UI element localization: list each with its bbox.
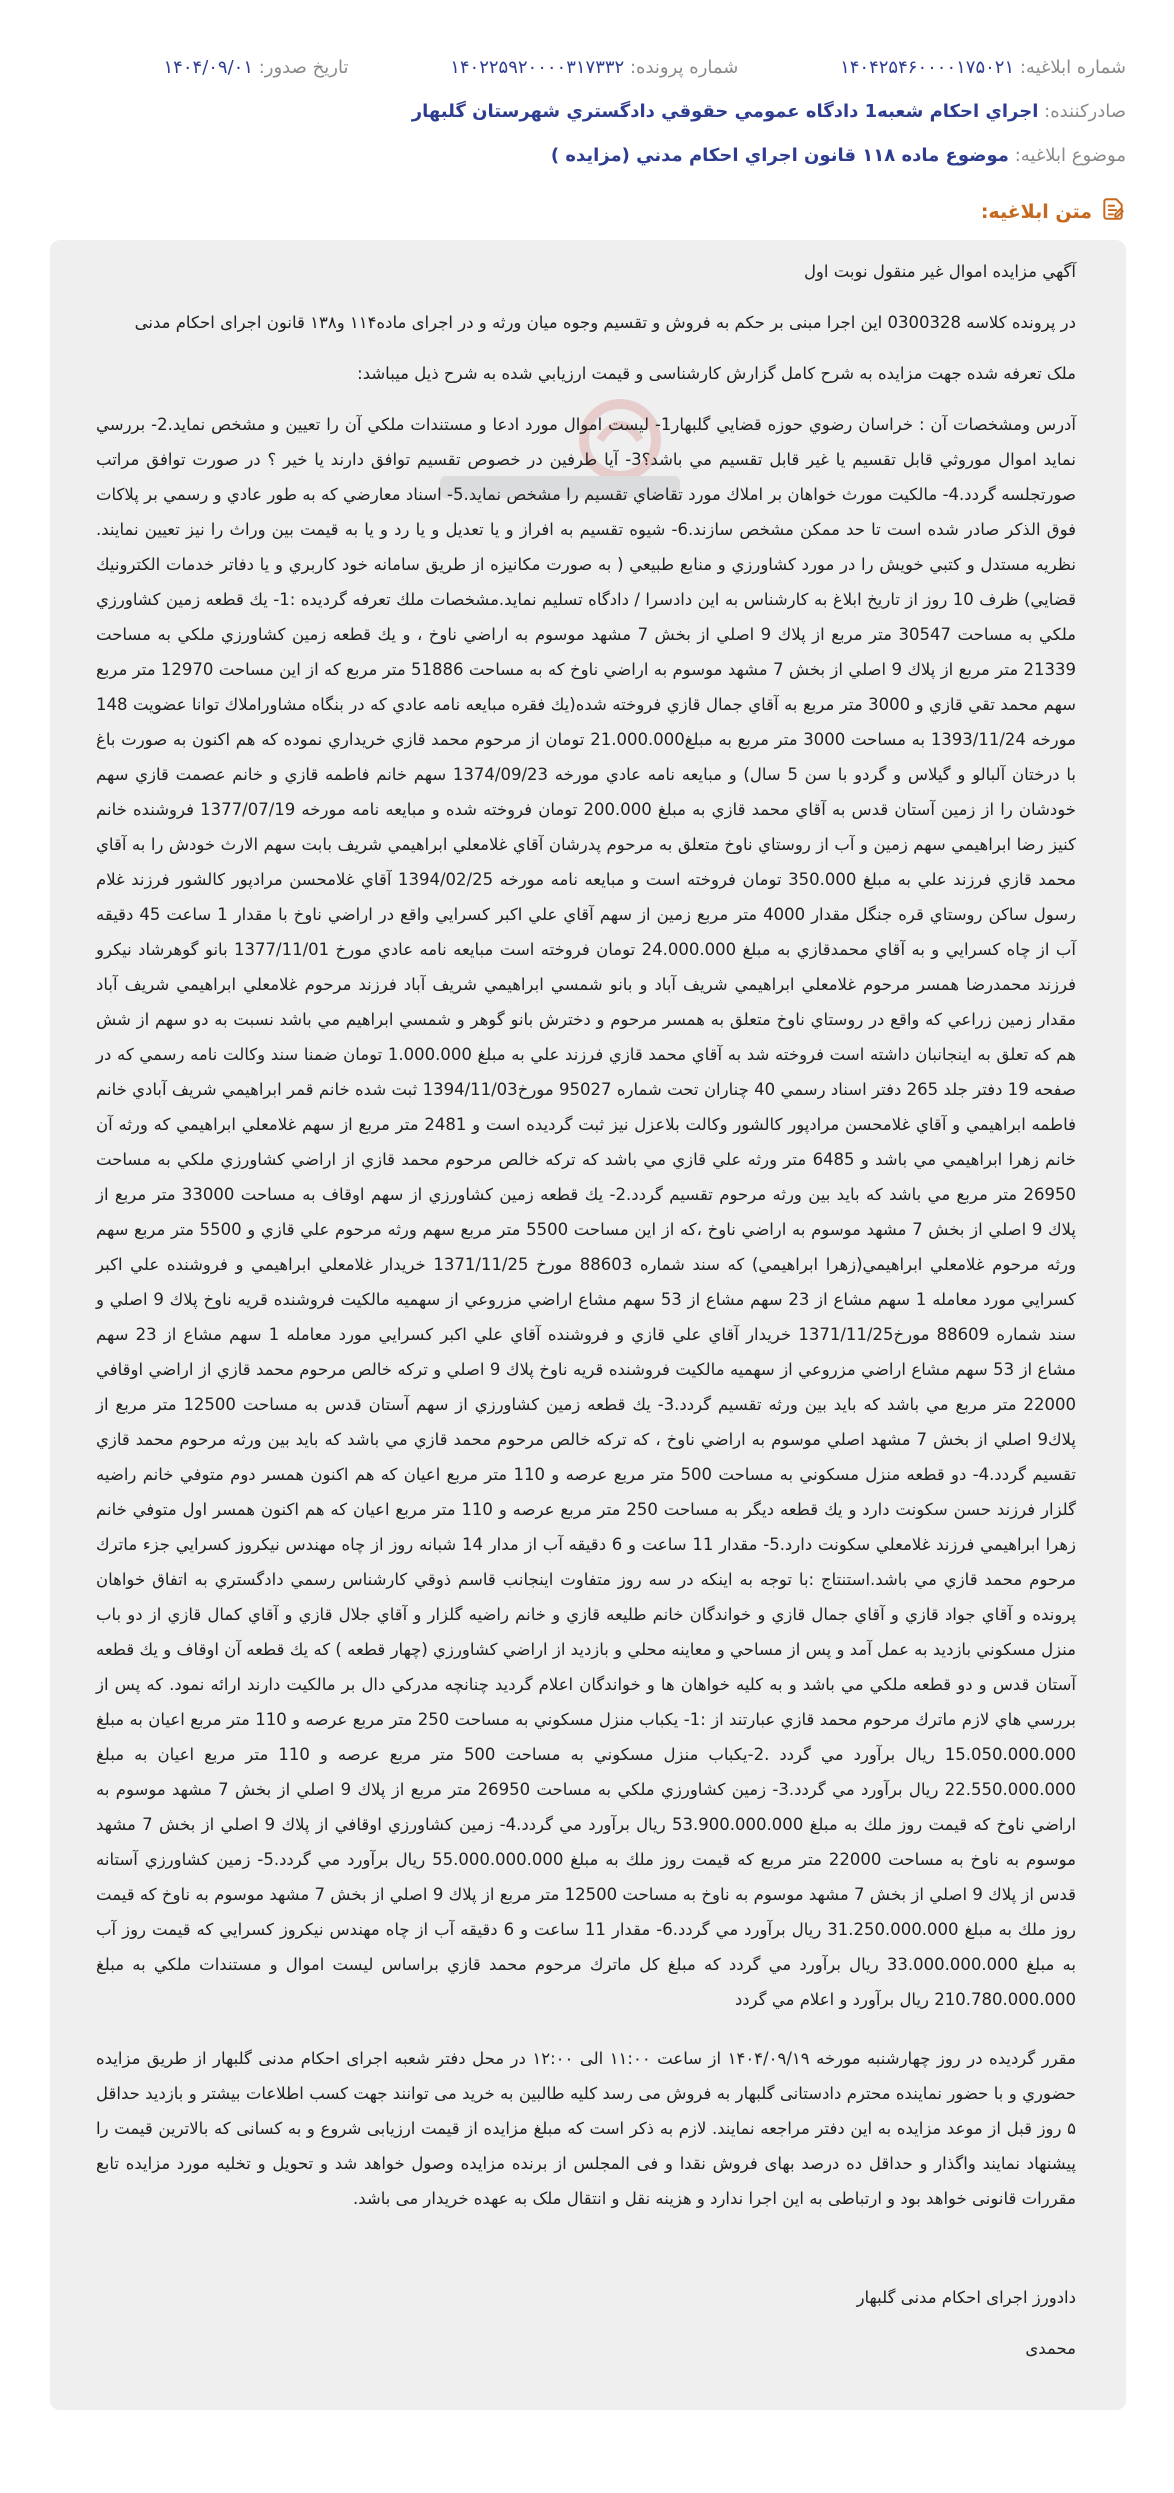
notice-heading: آگهي مزايده اموال غير منقول نوبت اول <box>803 262 1076 281</box>
issue-date <box>164 46 349 90</box>
case-number-value: ۱۴۰۲۲۵۹۲۰۰۰۰۳۱۷۳۳۲ <box>450 57 625 78</box>
issuer-label: صادرکننده: <box>1044 101 1126 122</box>
case-number-label: شماره پرونده: <box>629 57 739 78</box>
issuer-value: اجراي احكام شعبه1 دادگاه عمومي حقوقي دادگستري شهرستان گلبهار <box>411 101 1039 122</box>
notice-intro: در پرونده كلاسه 0300328 اين اجرا مبنی بر حکم به فروش و تقسیم وجوه میان ورثه و در اجرای ماده۱۱۴ و۱۳۸ قانون اجرای احکام مدنی <box>134 313 1076 332</box>
issue-date-label: تاريخ صدور: <box>258 57 349 78</box>
subject-value: موضوع ماده ۱۱۸ قانون اجراي احکام مدني (مزايده ) <box>550 145 1009 166</box>
notice-number-label: شماره ابلاغيه: <box>1019 57 1126 78</box>
notice-text-panel <box>50 240 1126 2410</box>
signature-block <box>96 2280 1076 2366</box>
notice-text-title-label: متن ابلاغيه: <box>980 200 1092 223</box>
issue-date-value: ۱۴۰۴/۰۹/۰۱ <box>163 57 253 78</box>
header-row-ids <box>48 46 1126 90</box>
notice-number <box>840 46 1126 90</box>
subject-label: موضوع ابلاغيه: <box>1014 145 1126 166</box>
case-number <box>450 46 738 90</box>
notice-text-title <box>981 196 1126 227</box>
header-row-subject <box>48 134 1126 178</box>
signature-name: محمدی <box>1025 2339 1076 2358</box>
auction-terms: مقرر گرديده در روز چهارشنبه مورخه ۱۴۰۴/۰۹/۱۹ از ساعت ۱۱:۰۰ الی ۱۲:۰۰ در محل دفتر شعبه اجرای احكام مدنی گلبهار از طریق مزايده حضوري و با حضور نماینده محترم دادستانی گلبهار به فروش می رسد کلیه طالبین به خرید می توانند جهت کسب اطلاعات بیشتر و بازدید حداقل ۵ روز قبل از موعد مزایده به این دفتر مراجعه نمایند. لازم به ذکر است که مبلغ مزایده از قیمت ارزیابی شروع و به کسانی که بالاترین قیمت را پیشنهاد نمایند واگذار و حداقل ده درصد بهای فروش نقدا و فی المجلس از برنده مزایده وصول خواهد شد و تحویل و تخلیه مورد مزایده تابع مقررات قانونی خواهد بود و ارتباطی به این اجرا ندارد و هزینه نقل و انتقال ملک به عهده خریدار می باشد. <box>96 2049 1076 2208</box>
notice-body <box>96 254 1076 2382</box>
property-details: آدرس ومشخصات آن : خراسان رضوي حوزه قضايي گلبهار1- ليست اموال مورد ادعا و مستندات ملكي آن را تعيين و مشخص نمايد.2- بررسي نمايد اموال موروثي قابل تقسيم يا غير قابل تقسيم مي باشد؟3- آيا طرفين در خصوص تقسيم توافق دارند يا خير ؟ در صورت توافق مراتب صورتجلسه گردد.4- مالكيت مورث خواهان بر املاك مورد تقاضاي تقسيم را مشخص نمايد.5- اسناد معارضي كه به طور عادي و رسمي بر پلاكات فوق الذكر صادر شده است تا حد ممكن مشخص سازند.6- شيوه تقسيم به افراز و يا تعديل و يا رد و يا به قيمت بين وراث را نيز تعيين نمايند. نظريه مستدل و كتبي خويش را در مورد كشاورزي و منابع طبيعي ( به صورت مكانيزه از طريق سامانه خود كاربري و يا دفاتر خدمات الكترونيك قضايي) ظرف 10 روز از تاريخ ابلاغ به كارشناس به اين دادسرا / دادگاه تسليم نمايد.مشخصات ملك تعرفه گرديده :1- يك قطعه زمين كشاورزي ملكي به مساحت 30547 متر مربع از پلاك 9 اصلي از بخش 7 مشهد موسوم به اراضي ناوخ ، و يك قطعه زمين كشاورزي ملكي به مساحت 21339 متر مربع از پلاك 9 اصلي از بخش 7 مشهد موسوم به اراضي ناوخ كه به مساحت 51886 متر مربع كه از اين مساحت 12970 متر مربع سهم محمد تقي قازي و 3000 متر مربع به آقاي جمال قازي فروخته شده(يك فقره مبايعه نامه عادي كه در بنگاه مشاوراملاك توانا عضويت 148 مورخه 1393/11/24 به مساحت 3000 متر مربع به مبلغ21.000.000 تومان از مرحوم محمد قازي خريداري نموده كه هم اكنون به صورت باغ با درختان آلبالو و گيلاس و گردو با سن 5 سال) و مبايعه نامه عادي مورخه 1374/09/23 سهم خانم فاطمه قازي و خانم عصمت قازي سهم خودشان را از زمين آستان قدس به آقاي محمد قازي به مبلغ 200.000 تومان فروخته شده و مبايعه نامه مورخه 1377/07/19 فروشنده خانم كنيز رضا ابراهيمي سهم زمين و آب از روستاي ناوخ متعلق به مرحوم پدرشان آقاي غلامعلي ابراهيمي شريف بابت سهم الارث خودش را به آقاي محمد قازي فرزند علي به مبلغ 350.000 تومان فروخته است و مبايعه نامه مورخه 1394/02/25 آقاي غلامحسن مرادپور كالشور فرزند غلام رسول ساكن روستاي قره جنگل مقدار 4000 متر مربع زمين از سهم آقاي علي اكبر كسرايي واقع در اراضي ناوخ با مقدار 1 ساعت 45 دقيقه آب از چاه كسرايي و به آقاي محمدقازي به مبلغ 24.000.000 تومان فروخته است مبايعه نامه عادي مورخ 1377/11/01 بانو گوهرشاد نيكرو فرزند محمدرضا همسر مرحوم غلامعلي ابراهيمي شريف آباد و بانو شمسي ابراهيمي شريف آباد فرزند مرحوم غلامعلي ابراهيمي شريف آباد مقدار زمين زراعي كه واقع در روستاي ناوخ متعلق به همسر مرحوم و دخترش بانو گوهر و شمسي ابراهيم مي باشد نسبت به دو سهم از شش هم كه تعلق به اينجانبان داشته است فروخته شد به آقاي محمد قازي فرزند علي به مبلغ 1.000.000 تومان ضمنا سند وكالت نامه رسمي كه در صفحه 19 دفتر جلد 265 دفتر اسناد رسمي 40 چناران تحت شماره 95027 مورخ1394/11/03 ثبت شده خانم قمر ابراهيمي شريف آبادي خانم فاطمه ابراهيمي و آقاي غلامحسن مرادپور كالشور وكالت بلاعزل نيز ثبت گرديده است و 2481 متر مربع از سهم غلامعلي ابراهيمي كه ورثه آن خانم زهرا ابراهيمي مي باشد و 6485 متر ورثه علي قازي مي باشد كه تركه خالص مرحوم محمد قازي از اراضي كشاورزي ملكي به مساحت 26950 متر مربع مي باشد كه بايد بين ورثه مرحوم تقسيم گردد.2- يك قطعه زمين كشاورزي از سهم اوقاف به مساحت 33000 متر مربع از پلاك 9 اصلي از بخش 7 مشهد موسوم به اراضي ناوخ ،كه از اين مساحت 5500 متر مربع سهم ورثه مرحوم علي قازي و 5500 متر مربع سهم ورثه مرحوم غلامعلي ابراهيمي(زهرا ابراهيمي) كه سند شماره 88603 مورخ 1371/11/25 خريدار غلامعلي ابراهيمي و فروشنده علي اكبر كسرايي مورد معامله 1 سهم مشاع از 23 سهم مشاع از 53 سهم مشاع اراضي مزروعي از سهميه مالكيت فروشنده قريه ناوخ پلاك 9 اصلي و سند شماره 88609 مورخ1371/11/25 خريدار آقاي علي قازي و فروشنده آقاي علي اكبر كسرايي مورد معامله 1 سهم مشاع از 23 سهم مشاع از 53 سهم مشاع اراضي مزروعي از سهميه مالكيت فروشنده قريه ناوخ پلاك 9 اصلي و تركه خالص مرحوم محمد قازي از اراضي اوقافي 22000 متر مربع مي باشد كه بايد بين ورثه تقسيم گردد.3- يك قطعه زمين كشاورزي از سهم آستان قدس به مساحت 12500 متر مربع از پلاك9 اصلي از بخش 7 مشهد اصلي موسوم به اراضي ناوخ ، كه تركه خالص مرحوم محمد قازي مي باشد كه بايد بين ورثه مرحوم محمد قازي تقسيم گردد.4- دو قطعه منزل مسكوني به مساحت 500 متر مربع عرصه و 110 متر مربع اعيان كه هم اكنون همسر دوم متوفي خانم راضيه گلزار فرزند حسن سكونت دارد و يك قطعه ديگر به مساحت 250 متر مربع عرصه و 110 متر مربع اعيان كه هم اكنون همسر اول متوفي خانم زهرا ابراهيمي فرزند غلامعلي سكونت دارد.5- مقدار 11 ساعت و 6 دقيقه آب از مدار 14 شبانه روز از چاه مهندس نيكروز كسرايي جزء ماترك مرحوم محمد قازي مي باشد.استنتاج :با توجه به اينكه در سه روز متفاوت اينجانب قاسم ذوقي كارشناس رسمي دادگستري به اتفاق خواهان پرونده و آقاي جواد قازي و آقاي جمال قازي و خواندگان خانم طليعه قازي و خانم راضيه گلزار و آقاي جلال قازي و آقاي كمال قازي از دو باب منزل مسكوني بازديد به عمل آمد و پس از مساحي و معاينه محلي و بازديد از اراضي كشاورزي (چهار قطعه ) كه يك قطعه آن اوقاف و يك قطعه آستان قدس و دو قطعه ملكي مي باشد و به كليه خواهان ها و خواندگان اعلام گرديد چنانچه مدركي دال بر مالكيت دارند ارائه نمود. كه پس از بررسي هاي لازم ماترك مرحوم محمد قازي عبارتند از :1- يكباب منزل مسكوني به مساحت 250 متر مربع عرصه و 110 متر مربع اعيان به مبلغ 15.050.000.000 ريال برآورد مي گردد .2-يكباب منزل مسكوني به مساحت 500 متر مربع عرصه و 110 متر مربع اعيان به مبلغ 22.550.000.000 ريال برآورد مي گردد.3- زمين كشاورزي ملكي به مساحت 26950 متر مربع از پلاك 9 اصلي از بخش 7 مشهد موسوم به اراضي ناوخ كه قيمت روز ملك به مبلغ 53.900.000.000 ريال برآورد مي گردد.4- زمين كشاورزي اوقافي از پلاك 9 اصلي از بخش 7 مشهد موسوم به ناوخ به مساحت 22000 متر مربع كه قيمت روز ملك به مبلغ 55.000.000.000 ريال برآورد مي گردد.5- زمين كشاورزي آستانه قدس از پلاك 9 اصلي از بخش 7 مشهد موسوم به ناوخ به مساحت 12500 متر مربع از پلاك 9 اصلي از بخش 7 مشهد موسوم به ناوخ كه قيمت روز ملك به مبلغ 31.250.000.000 ريال برآورد مي گردد.6- مقدار 11 ساعت و 6 دقيقه آب از چاه مهندس نيكروز كسرايي كه قيمت روز آب به مبلغ 33.000.000.000 ريال برآورد مي گردد كه مبلغ كل ماترك مرحوم محمد قازي براساس ليست اموال و مستندات ملكي به مبلغ 210.780.000.000 ريال برآورد و اعلام مي گردد <box>96 415 1077 2009</box>
notice-lead: ملک تعرفه شده جهت مزایده به شرح کامل گزارش کارشناسی و قيمت ارزيابي شده به شرح ذيل ميباشد: <box>357 364 1076 383</box>
notice-header <box>48 46 1126 178</box>
document-edit-icon <box>1100 196 1126 227</box>
notice-number-value: ۱۴۰۴۲۵۴۶۰۰۰۰۱۷۵۰۲۱ <box>840 57 1015 78</box>
header-row-issuer <box>48 90 1126 134</box>
signature-title: دادورز اجرای احکام مدنی گلبهار <box>856 2288 1076 2307</box>
